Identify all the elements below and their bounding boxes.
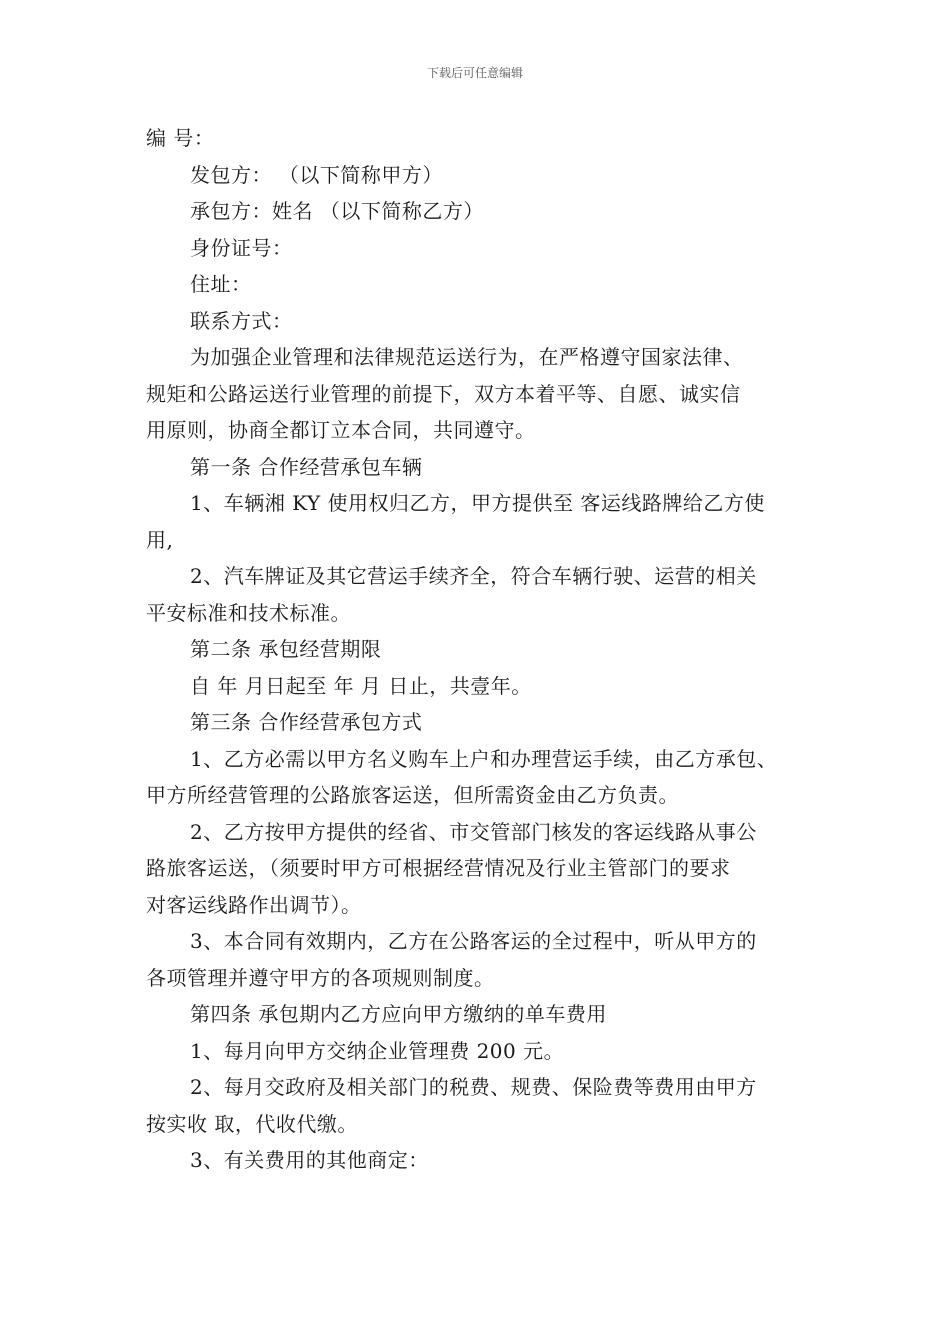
article-4-clause-2a: 2、每月交政府及相关部门的税费、规费、保险费等费用由甲方 [190,1075,757,1099]
doc-line-preamble-1: 为加强企业管理和法律规范运送行为，在严格遵守国家法律、 [190,345,744,369]
doc-line-contact: 联系方式： [190,308,293,333]
article-4-clause-3: 3、有关费用的其他商定： [190,1148,429,1172]
article-1-heading: 第一条 合作经营承包车辆 [190,454,423,479]
article-3-clause-3b: 各项管理并遵守甲方的各项规则制度。 [146,965,495,990]
doc-line-address: 住址： [190,272,252,296]
doc-line-contract-number: 编 号： [146,126,215,150]
article-2-term: 自 年 月日起至 年 月 日止，共壹年。 [190,673,532,698]
article-4-clause-1: 1、每月向甲方交纳企业管理费 200 元。 [190,1038,565,1063]
article-3-clause-2c: 对客运线路作出调节）。 [146,892,362,917]
contract-body [146,120,816,1179]
article-2-heading: 第二条 承包经营期限 [190,637,382,661]
doc-line-contractor-party-a: 发包方： （以下简称甲方） [190,162,443,187]
page-header-note: 下载后可任意编辑 [426,66,523,80]
article-4-heading: 第四条 承包期内乙方应向甲方缴纳的单车费用 [190,1002,607,1026]
article-3-clause-3a: 3、本合同有效期内，乙方在公路客运的全过程中，听从甲方的 [190,929,757,953]
doc-line-preamble-3: 用原则，协商全都订立本合同，共同遵守。 [146,418,536,442]
article-1-clause-1b: 用, [146,527,174,552]
article-4-clause-2b: 按实收 取，代收代缴。 [146,1111,358,1136]
doc-line-contractee-party-b: 承包方：姓名 （以下简称乙方） [190,199,484,223]
doc-line-id-number: 身份证号： [190,235,293,260]
article-1-clause-2a: 2、汽车牌证及其它营运手续齐全，符合车辆行驶、运营的相关 [190,564,757,588]
article-3-clause-2b: 路旅客运送，（须要时甲方可根据经营情况及行业主管部门的要求 [146,856,731,880]
article-3-clause-2a: 2、乙方按甲方提供的经省、市交管部门核发的客运线路从事公 [190,819,757,844]
article-3-heading: 第三条 合作经营承包方式 [190,710,423,734]
article-1-clause-2b: 平安标准和技术标准。 [146,600,351,625]
article-3-clause-1b: 甲方所经营管理的公路旅客运送，但所需资金由乙方负责。 [146,783,679,807]
article-3-clause-1a: 1、乙方必需以甲方名义购车上户和办理营运手续，由乙方承包、 [190,746,778,771]
doc-line-preamble-2: 规矩和公路运送行业管理的前提下，双方本着平等、自愿、诚实信 [146,381,741,406]
article-1-clause-1a: 1、车辆湘 KY 使用权归乙方，甲方提供至 客运线路牌给乙方使 [190,491,765,515]
